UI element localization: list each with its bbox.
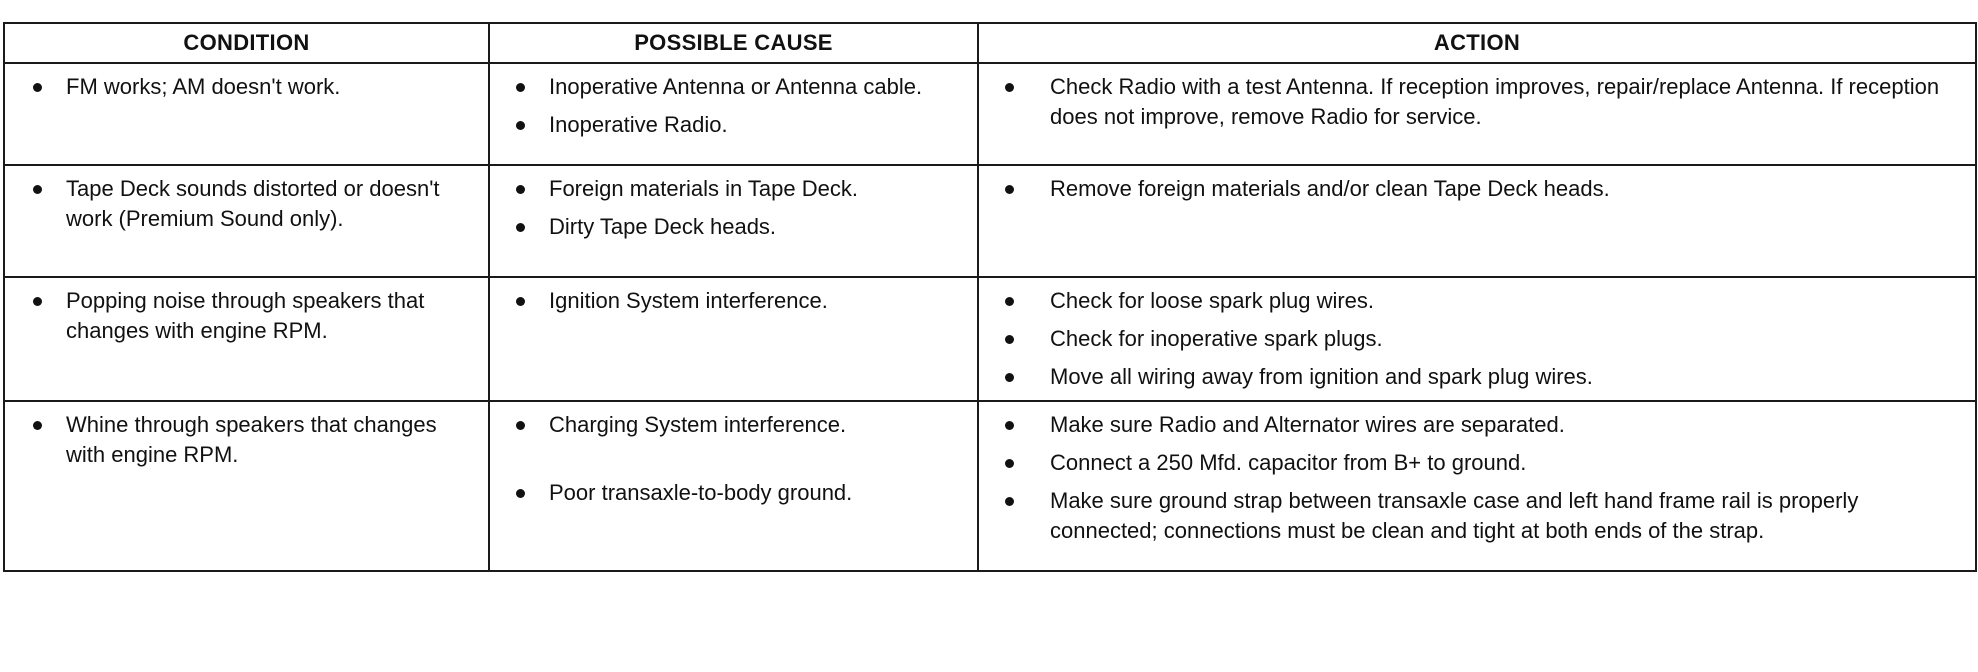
- possible-cause-header: POSSIBLE CAUSE: [489, 23, 978, 63]
- action-item: Connect a 250 Mfd. capacitor from B+ to ground.: [979, 448, 1965, 478]
- action-cell: [978, 277, 1976, 401]
- action-header: ACTION: [978, 23, 1976, 63]
- condition-cell: [4, 165, 489, 277]
- cause-cell: [489, 165, 978, 277]
- table-row: [4, 165, 1976, 277]
- bullet-icon: [33, 297, 42, 306]
- condition-header: CONDITION: [4, 23, 489, 63]
- bullet-icon: [1005, 373, 1014, 382]
- cause-cell: [489, 277, 978, 401]
- cause-item: Inoperative Radio.: [490, 110, 967, 140]
- cause-item: Charging System interference.: [490, 410, 967, 440]
- condition-cell: [4, 277, 489, 401]
- bullet-icon: [33, 421, 42, 430]
- table-row: [4, 401, 1976, 571]
- action-item: Make sure Radio and Alternator wires are separated.: [979, 410, 1965, 440]
- cause-item: Poor transaxle-to-body ground.: [490, 478, 967, 508]
- action-item: Remove foreign materials and/or clean Tape Deck heads.: [979, 174, 1965, 204]
- cause-cell: [489, 63, 978, 165]
- action-item: Check Radio with a test Antenna. If reception improves, repair/replace Antenna. If reception does not improve, remove Radio for service.: [979, 72, 1965, 132]
- condition-item: FM works; AM doesn't work.: [5, 72, 478, 102]
- bullet-icon: [33, 83, 42, 92]
- bullet-icon: [33, 185, 42, 194]
- cause-cell: [489, 401, 978, 571]
- bullet-icon: [1005, 83, 1014, 92]
- condition-item: Whine through speakers that changes with engine RPM.: [5, 410, 478, 470]
- cause-item: Ignition System interference.: [490, 286, 967, 316]
- bullet-icon: [516, 297, 525, 306]
- table-row: [4, 277, 1976, 401]
- action-item: Check for inoperative spark plugs.: [979, 324, 1965, 354]
- bullet-icon: [516, 121, 525, 130]
- spacer: [490, 448, 967, 478]
- bullet-icon: [516, 83, 525, 92]
- cause-item: Dirty Tape Deck heads.: [490, 212, 967, 242]
- bullet-icon: [1005, 335, 1014, 344]
- action-cell: [978, 401, 1976, 571]
- action-item: Check for loose spark plug wires.: [979, 286, 1965, 316]
- condition-item: Tape Deck sounds distorted or doesn't work (Premium Sound only).: [5, 174, 478, 234]
- action-cell: [978, 63, 1976, 165]
- bullet-icon: [1005, 421, 1014, 430]
- bullet-icon: [1005, 459, 1014, 468]
- bullet-icon: [1005, 297, 1014, 306]
- bullet-icon: [516, 489, 525, 498]
- bullet-icon: [516, 185, 525, 194]
- table-row: [4, 63, 1976, 165]
- action-item: Make sure ground strap between transaxle case and left hand frame rail is properly connected; connections must be clean and tight at both ends of the strap.: [979, 486, 1965, 546]
- condition-cell: [4, 63, 489, 165]
- cause-item: Foreign materials in Tape Deck.: [490, 174, 967, 204]
- cause-item: Inoperative Antenna or Antenna cable.: [490, 72, 967, 102]
- bullet-icon: [1005, 497, 1014, 506]
- action-cell: [978, 165, 1976, 277]
- bullet-icon: [1005, 185, 1014, 194]
- bullet-icon: [516, 421, 525, 430]
- diagnosis-table: [3, 22, 1977, 572]
- condition-item: Popping noise through speakers that changes with engine RPM.: [5, 286, 478, 346]
- condition-cell: [4, 401, 489, 571]
- action-item: Move all wiring away from ignition and spark plug wires.: [979, 362, 1965, 392]
- header-row: [4, 23, 1976, 63]
- bullet-icon: [516, 223, 525, 232]
